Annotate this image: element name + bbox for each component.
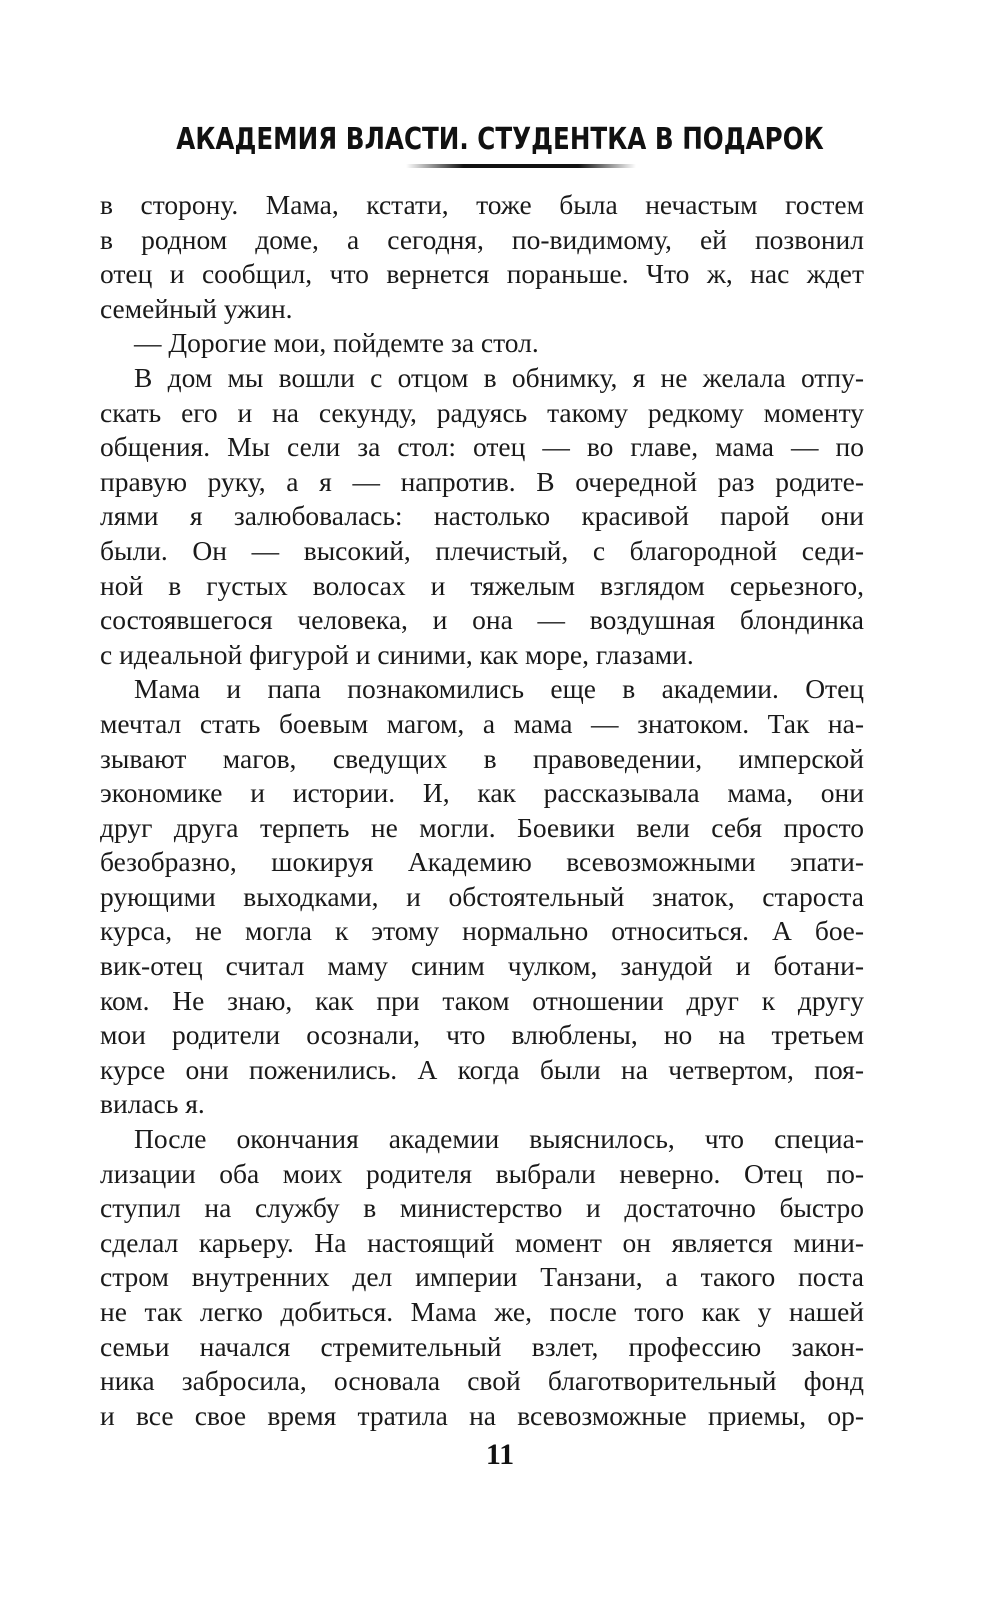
text-line: правую руку, а я — напротив. В очередной раз родите- [100, 465, 864, 497]
text-line: друг друга терпеть не могли. Боевики вели себя просто [100, 811, 864, 843]
body-text [100, 188, 864, 1433]
text-line: ника забросила, основала свой благотворительный фонд [100, 1365, 864, 1397]
text-line: и все свое время тратила на всевозможные приемы, ор- [100, 1399, 864, 1431]
text-line: ной в густых волосах и тяжелым взглядом серьезного, [100, 569, 864, 601]
text-line: вилась я. [100, 1088, 205, 1120]
text-line: стром внутренних дел империи Танзани, а такого поста [100, 1261, 864, 1293]
text-line: курса, не могла к этому нормально относиться. А боe- [100, 915, 864, 947]
header-divider [406, 164, 636, 168]
text-line: в родном доме, а сегодня, по-видимому, ей позвонил [100, 223, 864, 255]
text-line: были. Он — высокий, плечистый, с благородной седи- [100, 534, 864, 566]
text-line: лизации оба моих родителя выбрали неверно. Отец по- [100, 1157, 864, 1189]
text-line: В дом мы вошли с отцом в обнимку, я не желала отпу- [134, 361, 864, 393]
text-line: мои родители осознали, что влюблены, но на третьем [100, 1019, 864, 1051]
text-line: скать его и на секунду, радуясь такому редкому моменту [100, 396, 864, 428]
text-line: зывают магов, сведущих в правоведении, имперской [100, 742, 864, 774]
text-line: не так легко добиться. Мама же, после того как у нашей [100, 1296, 864, 1327]
text-line: лями я залюбовалась: настолько красивой парой они [100, 500, 864, 532]
text-line: семейный ужин. [100, 292, 293, 324]
text-line: общения. Мы сели за стол: отец — во главе, мама — по [100, 431, 864, 463]
text-line: мечтал стать боевым магом, а мама — знатоком. Так на- [100, 707, 864, 739]
text-line: курсе они поженились. А когда были на четвертом, поя- [100, 1053, 864, 1085]
text-line: безобразно, шокируя Академию всевозможными эпати- [100, 846, 864, 878]
text-line: рующими выходками, и обстоятельный знаток, староста [100, 880, 864, 912]
text-line: Мама и папа познакомились еще в академии. Отец [134, 673, 864, 705]
page-number: 11 [485, 1438, 515, 1471]
text-line: в сторону. Мама, кстати, тоже была нечастым гостем [100, 189, 864, 220]
text-line: — Дорогие мои, пойдемте за стол. [134, 327, 539, 359]
text-line: ком. Не знаю, как при таком отношении друг к другу [100, 984, 864, 1016]
text-line: ступил на службу в министерство и достаточно быстро [100, 1192, 864, 1224]
text-line: с идеальной фигурой и синими, как море, глазами. [100, 638, 694, 670]
running-header-title: АКАДЕМИЯ ВЛАСТИ. СТУДЕНТКА В ПОДАРОК [176, 122, 824, 157]
text-line: сделал карьеру. На настоящий момент он является мини- [100, 1226, 864, 1258]
text-line: вик-отец считал маму синим чулком, занудой и ботани- [100, 950, 864, 982]
text-line: После окончания академии выяснилось, что специа- [134, 1123, 864, 1155]
text-line: семьи начался стремительный взлет, профессию закон- [100, 1330, 864, 1362]
text-line: состоявшегося человека, и она — воздушная блондинка [100, 604, 864, 636]
text-line: отец и сообщил, что вернется пораньше. Что ж, нас ждет [100, 258, 864, 290]
text-line: экономике и истории. И, как рассказывала мама, они [100, 777, 864, 809]
